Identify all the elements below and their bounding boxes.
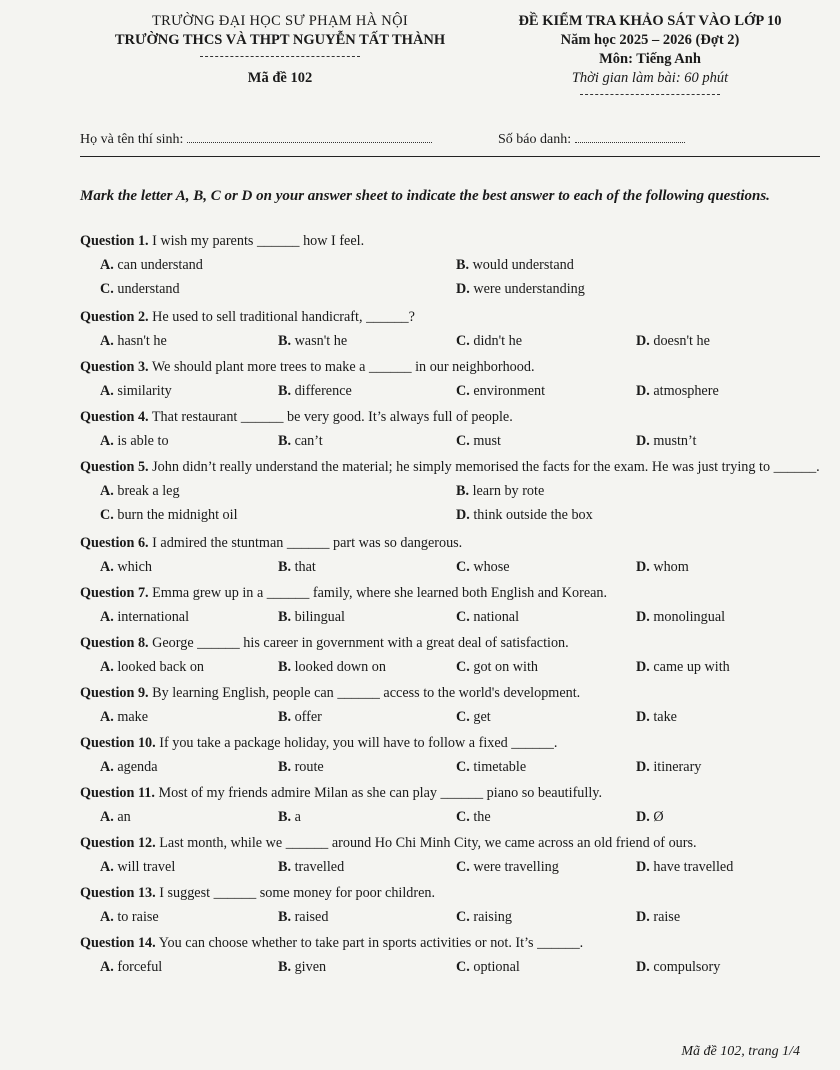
option-b bbox=[278, 382, 352, 401]
option-d bbox=[636, 382, 719, 401]
question-10 bbox=[80, 734, 820, 778]
option-letter: B. bbox=[278, 859, 295, 875]
option-letter: D. bbox=[636, 809, 654, 825]
question-label: Question 14. bbox=[80, 935, 156, 951]
option-a bbox=[100, 858, 175, 877]
option-a bbox=[100, 608, 189, 627]
question-label: Question 8. bbox=[80, 635, 149, 651]
option-text: have travelled bbox=[653, 859, 734, 875]
question-label: Question 9. bbox=[80, 685, 149, 701]
question-text bbox=[80, 358, 820, 377]
option-a bbox=[100, 958, 162, 977]
option-letter: A. bbox=[100, 559, 118, 575]
question-body: If you take a package holiday, you will have to follow a fixed ______. bbox=[155, 735, 558, 751]
exam-title: ĐỀ KIỂM TRA KHẢO SÁT VÀO LỚP 10 bbox=[518, 13, 782, 29]
question-label: Question 13. bbox=[80, 885, 156, 901]
option-letter: D. bbox=[636, 759, 654, 775]
question-body: Emma grew up in a ______ family, where she learned both English and Korean. bbox=[148, 585, 608, 601]
option-a bbox=[100, 558, 152, 577]
question-body: George ______ his career in government with a great deal of satisfaction. bbox=[148, 635, 569, 651]
option-letter: B. bbox=[456, 257, 473, 273]
option-letter: C. bbox=[456, 909, 474, 925]
option-c bbox=[456, 432, 501, 451]
option-c bbox=[456, 658, 538, 677]
option-a bbox=[100, 382, 172, 401]
option-text: doesn't he bbox=[653, 333, 710, 349]
answer-options bbox=[80, 332, 820, 352]
option-text: understand bbox=[117, 281, 180, 297]
option-c bbox=[456, 332, 522, 351]
option-b bbox=[278, 432, 323, 451]
question-text bbox=[80, 634, 820, 653]
option-letter: B. bbox=[278, 909, 295, 925]
option-a bbox=[100, 658, 204, 677]
option-c bbox=[456, 382, 545, 401]
option-a bbox=[100, 758, 158, 777]
option-b bbox=[278, 332, 347, 351]
option-text: compulsory bbox=[653, 959, 721, 975]
question-text bbox=[80, 684, 820, 703]
question-text bbox=[80, 834, 820, 853]
id-label: Số báo danh: bbox=[498, 132, 572, 147]
option-letter: A. bbox=[100, 759, 118, 775]
option-text: difference bbox=[294, 383, 352, 399]
option-text: an bbox=[117, 809, 131, 825]
option-letter: B. bbox=[456, 483, 473, 499]
option-letter: A. bbox=[100, 659, 118, 675]
question-text bbox=[80, 232, 820, 251]
answer-options bbox=[80, 658, 820, 678]
option-text: Ø bbox=[653, 809, 664, 825]
question-label: Question 1. bbox=[80, 233, 149, 249]
option-d bbox=[636, 808, 664, 827]
question-text bbox=[80, 534, 820, 553]
question-label: Question 3. bbox=[80, 359, 149, 375]
option-letter: B. bbox=[278, 809, 295, 825]
option-letter: C. bbox=[456, 709, 474, 725]
option-letter: A. bbox=[100, 433, 118, 449]
question-label: Question 11. bbox=[80, 785, 155, 801]
option-letter: B. bbox=[278, 659, 295, 675]
option-text: bilingual bbox=[294, 609, 346, 625]
option-letter: C. bbox=[456, 659, 474, 675]
option-a bbox=[100, 808, 131, 827]
question-label: Question 2. bbox=[80, 309, 149, 325]
school-block bbox=[70, 12, 490, 88]
option-letter: C. bbox=[456, 333, 474, 349]
question-3 bbox=[80, 358, 820, 402]
option-d bbox=[456, 280, 585, 299]
option-text: raising bbox=[473, 909, 512, 925]
option-text: route bbox=[294, 759, 324, 775]
exam-code: Mã đề 102 bbox=[247, 70, 313, 86]
option-text: itinerary bbox=[653, 759, 702, 775]
answer-options bbox=[80, 808, 820, 828]
answer-options bbox=[80, 382, 820, 402]
option-text: didn't he bbox=[473, 333, 523, 349]
option-text: make bbox=[117, 709, 149, 725]
option-letter: D. bbox=[636, 659, 654, 675]
option-letter: D. bbox=[636, 959, 654, 975]
option-letter: D. bbox=[636, 709, 654, 725]
option-text: that bbox=[294, 559, 316, 575]
option-text: mustn’t bbox=[653, 433, 697, 449]
option-letter: B. bbox=[278, 709, 295, 725]
option-letter: A. bbox=[100, 959, 118, 975]
question-text bbox=[80, 934, 820, 953]
question-label: Question 4. bbox=[80, 409, 149, 425]
question-text bbox=[80, 884, 820, 903]
option-a bbox=[100, 482, 180, 501]
duration: Thời gian làm bài: 60 phút bbox=[571, 70, 729, 86]
page-footer: Mã đề 102, trang 1/4 bbox=[681, 1044, 800, 1059]
option-text: get bbox=[473, 709, 491, 725]
option-letter: C. bbox=[456, 609, 474, 625]
university-name: TRƯỜNG ĐẠI HỌC SƯ PHẠM HÀ NỘI bbox=[152, 13, 408, 29]
option-d bbox=[636, 658, 730, 677]
option-d bbox=[636, 908, 680, 927]
option-b bbox=[278, 808, 301, 827]
option-letter: B. bbox=[278, 559, 295, 575]
option-letter: A. bbox=[100, 859, 118, 875]
option-d bbox=[636, 432, 696, 451]
option-d bbox=[636, 958, 720, 977]
option-text: were travelling bbox=[473, 859, 559, 875]
answer-options bbox=[80, 256, 820, 302]
question-body: I suggest ______ some money for poor children. bbox=[155, 885, 436, 901]
option-b bbox=[278, 958, 326, 977]
question-13 bbox=[80, 884, 820, 928]
option-text: similarity bbox=[117, 383, 172, 399]
answer-options bbox=[80, 708, 820, 728]
question-text bbox=[80, 458, 820, 477]
question-11 bbox=[80, 784, 820, 828]
option-a bbox=[100, 908, 159, 927]
option-letter: B. bbox=[278, 333, 295, 349]
option-text: wasn't he bbox=[294, 333, 348, 349]
option-text: can understand bbox=[117, 257, 203, 273]
option-text: raise bbox=[653, 909, 681, 925]
answer-options bbox=[80, 858, 820, 878]
exam-info-block bbox=[480, 12, 820, 95]
option-c bbox=[456, 758, 526, 777]
option-b bbox=[278, 858, 344, 877]
option-text: given bbox=[294, 959, 327, 975]
option-letter: A. bbox=[100, 333, 118, 349]
option-text: is able to bbox=[117, 433, 169, 449]
option-text: will travel bbox=[117, 859, 176, 875]
option-b bbox=[278, 758, 324, 777]
option-a bbox=[100, 708, 148, 727]
answer-options bbox=[80, 482, 820, 528]
question-9 bbox=[80, 684, 820, 728]
option-text: travelled bbox=[294, 859, 345, 875]
answer-options bbox=[80, 432, 820, 452]
option-text: timetable bbox=[473, 759, 527, 775]
subject: Môn: Tiếng Anh bbox=[599, 51, 701, 67]
option-letter: C. bbox=[456, 759, 474, 775]
option-letter: B. bbox=[278, 959, 295, 975]
option-c bbox=[456, 608, 519, 627]
option-letter: A. bbox=[100, 809, 118, 825]
option-d bbox=[636, 558, 689, 577]
option-c bbox=[456, 558, 510, 577]
question-label: Question 7. bbox=[80, 585, 149, 601]
option-text: think outside the box bbox=[473, 507, 593, 523]
option-letter: B. bbox=[278, 609, 295, 625]
option-letter: C. bbox=[456, 433, 474, 449]
option-letter: D. bbox=[636, 333, 654, 349]
option-text: national bbox=[473, 609, 520, 625]
header-rule bbox=[80, 156, 820, 157]
option-text: environment bbox=[473, 383, 546, 399]
option-a bbox=[100, 432, 169, 451]
option-text: break a leg bbox=[117, 483, 180, 499]
option-b bbox=[278, 908, 328, 927]
option-text: to raise bbox=[117, 909, 159, 925]
question-body: John didn’t really understand the material; he simply memorised the facts for the exam. He was just trying to ______. bbox=[148, 459, 820, 475]
divider bbox=[200, 56, 360, 57]
option-letter: D. bbox=[456, 281, 474, 297]
question-4 bbox=[80, 408, 820, 452]
option-b bbox=[456, 256, 574, 275]
question-2 bbox=[80, 308, 820, 352]
question-14 bbox=[80, 934, 820, 978]
option-b bbox=[278, 708, 322, 727]
option-letter: D. bbox=[636, 609, 654, 625]
option-text: looked back on bbox=[117, 659, 205, 675]
option-d bbox=[636, 858, 733, 877]
question-body: You can choose whether to take part in sports activities or not. It’s ______. bbox=[155, 935, 584, 951]
question-text bbox=[80, 408, 820, 427]
answer-options bbox=[80, 758, 820, 778]
option-text: which bbox=[117, 559, 153, 575]
divider bbox=[580, 94, 720, 95]
option-letter: C. bbox=[456, 559, 474, 575]
option-letter: D. bbox=[456, 507, 474, 523]
option-d bbox=[636, 332, 710, 351]
question-body: We should plant more trees to make a ______ in our neighborhood. bbox=[148, 359, 535, 375]
question-body: Most of my friends admire Milan as she can play ______ piano so beautifully. bbox=[154, 785, 602, 801]
question-list bbox=[80, 232, 820, 984]
option-text: looked down on bbox=[294, 659, 386, 675]
option-c bbox=[456, 958, 520, 977]
option-text: got on with bbox=[473, 659, 538, 675]
option-b bbox=[278, 558, 316, 577]
instruction: Mark the letter A, B, C or D on your answer sheet to indicate the best answer to each of the following questions. bbox=[80, 188, 770, 204]
option-b bbox=[456, 482, 544, 501]
option-text: hasn't he bbox=[117, 333, 167, 349]
question-text bbox=[80, 584, 820, 603]
option-text: would understand bbox=[472, 257, 574, 273]
option-letter: A. bbox=[100, 257, 118, 273]
answer-options bbox=[80, 558, 820, 578]
option-text: came up with bbox=[653, 659, 730, 675]
option-letter: C. bbox=[456, 859, 474, 875]
option-c bbox=[100, 506, 238, 525]
option-text: can’t bbox=[294, 433, 323, 449]
option-text: optional bbox=[473, 959, 520, 975]
option-letter: D. bbox=[636, 859, 654, 875]
question-body: I wish my parents ______ how I feel. bbox=[148, 233, 365, 249]
school-year: Năm học 2025 – 2026 (Đợt 2) bbox=[560, 32, 740, 48]
question-label: Question 12. bbox=[80, 835, 156, 851]
school-name: TRƯỜNG THCS VÀ THPT NGUYỄN TẤT THÀNH bbox=[114, 32, 446, 48]
option-text: take bbox=[653, 709, 677, 725]
option-letter: D. bbox=[636, 909, 654, 925]
question-5 bbox=[80, 458, 820, 528]
option-letter: A. bbox=[100, 909, 118, 925]
option-text: atmosphere bbox=[653, 383, 719, 399]
question-body: By learning English, people can ______ access to the world's development. bbox=[148, 685, 581, 701]
option-letter: C. bbox=[100, 507, 118, 523]
option-letter: B. bbox=[278, 433, 295, 449]
option-letter: C. bbox=[456, 809, 474, 825]
question-body: He used to sell traditional handicraft, ______? bbox=[148, 309, 415, 325]
answer-options bbox=[80, 908, 820, 928]
option-c bbox=[456, 908, 512, 927]
option-d bbox=[636, 708, 677, 727]
option-text: raised bbox=[294, 909, 329, 925]
option-text: whom bbox=[653, 559, 689, 575]
option-text: a bbox=[294, 809, 301, 825]
option-text: were understanding bbox=[473, 281, 585, 297]
option-letter: A. bbox=[100, 709, 118, 725]
option-letter: B. bbox=[278, 759, 295, 775]
option-letter: C. bbox=[100, 281, 118, 297]
question-6 bbox=[80, 534, 820, 578]
option-text: burn the midnight oil bbox=[117, 507, 238, 523]
option-letter: C. bbox=[456, 959, 474, 975]
option-c bbox=[456, 708, 491, 727]
student-info bbox=[80, 130, 572, 148]
question-label: Question 10. bbox=[80, 735, 156, 751]
name-label: Họ và tên thí sinh: bbox=[80, 132, 184, 147]
option-b bbox=[278, 608, 345, 627]
id-blank bbox=[575, 130, 685, 143]
question-1 bbox=[80, 232, 820, 302]
option-a bbox=[100, 256, 203, 275]
question-body: I admired the stuntman ______ part was so dangerous. bbox=[148, 535, 463, 551]
question-text bbox=[80, 308, 820, 327]
option-c bbox=[456, 808, 491, 827]
option-text: the bbox=[473, 809, 491, 825]
question-body: That restaurant ______ be very good. It’s always full of people. bbox=[148, 409, 513, 425]
option-a bbox=[100, 332, 167, 351]
option-text: agenda bbox=[117, 759, 158, 775]
option-d bbox=[636, 608, 725, 627]
question-label: Question 5. bbox=[80, 459, 149, 475]
option-c bbox=[456, 858, 559, 877]
question-text bbox=[80, 784, 820, 803]
option-text: must bbox=[473, 433, 501, 449]
answer-options bbox=[80, 958, 820, 978]
option-letter: A. bbox=[100, 483, 118, 499]
option-letter: D. bbox=[636, 559, 654, 575]
option-b bbox=[278, 658, 386, 677]
option-letter: A. bbox=[100, 609, 118, 625]
option-text: whose bbox=[473, 559, 510, 575]
answer-options bbox=[80, 608, 820, 628]
question-text bbox=[80, 734, 820, 753]
option-d bbox=[456, 506, 593, 525]
option-text: international bbox=[117, 609, 190, 625]
option-letter: A. bbox=[100, 383, 118, 399]
question-12 bbox=[80, 834, 820, 878]
question-7 bbox=[80, 584, 820, 628]
question-label: Question 6. bbox=[80, 535, 149, 551]
name-blank bbox=[187, 130, 432, 143]
option-text: offer bbox=[294, 709, 322, 725]
option-text: forceful bbox=[117, 959, 163, 975]
option-letter: C. bbox=[456, 383, 474, 399]
option-letter: B. bbox=[278, 383, 295, 399]
question-body: Last month, while we ______ around Ho Chi Minh City, we came across an old friend of ours. bbox=[155, 835, 697, 851]
option-text: learn by rote bbox=[472, 483, 545, 499]
option-letter: D. bbox=[636, 433, 654, 449]
candidate-id bbox=[498, 130, 685, 148]
option-c bbox=[100, 280, 180, 299]
question-8 bbox=[80, 634, 820, 678]
option-letter: D. bbox=[636, 383, 654, 399]
option-d bbox=[636, 758, 701, 777]
option-text: monolingual bbox=[653, 609, 726, 625]
